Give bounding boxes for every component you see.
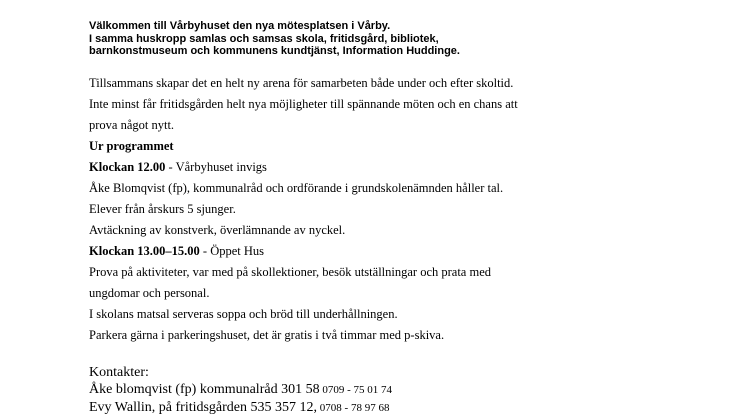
intro-line-1: Välkommen till Vårbyhuset den nya mötesplatsen i Vårby. xyxy=(89,20,391,32)
event-1-time: Klockan 12.00 xyxy=(89,159,166,174)
contact-1 xyxy=(89,381,709,399)
intro-block xyxy=(89,20,709,58)
event-2-line-3: I skolans matsal serveras soppa och bröd till underhållningen. xyxy=(89,306,398,321)
program-heading: Ur programmet xyxy=(89,138,174,153)
event-2-line-1: Prova på aktiviteter, var med på skollektioner, besök utställningar och prata med xyxy=(89,264,492,279)
paragraph-3: prova något nytt. xyxy=(89,117,175,132)
contact-2-mobile: 0708 - 78 97 68 xyxy=(317,401,390,414)
intro-line-2: I samma huskropp samlas och samsas skola, fritidsgård, bibliotek, xyxy=(89,32,439,45)
contact-1-main: Åke blomqvist (fp) kommunalråd 301 58 xyxy=(89,381,320,397)
contact-2-main: Evy Wallin, på fritidsgården 535 357 12, xyxy=(89,399,318,415)
contact-1-mobile: 0709 - 75 01 74 xyxy=(319,383,392,396)
event-2-line-2: ungdomar och personal. xyxy=(89,285,210,300)
intro-line-3: barnkonstmuseum och kommunens kundtjänst, Information Huddinge. xyxy=(89,45,460,57)
contact-2 xyxy=(89,399,709,417)
event-2-title: - Öppet Hus xyxy=(199,243,265,258)
body-text xyxy=(89,73,709,346)
paragraph-2: Inte minst får fritidsgården helt nya möjligheter till spännande möten och en chans att xyxy=(89,96,518,111)
event-1-heading xyxy=(89,157,709,178)
event-2-heading xyxy=(89,241,709,262)
event-1-title: - Vårbyhuset invigs xyxy=(165,159,267,174)
contacts-heading: Kontakter: xyxy=(89,364,149,380)
document-page xyxy=(89,20,709,417)
paragraph-1: Tillsammans skapar det en helt ny arena för samarbeten både under och efter skoltid. xyxy=(89,75,514,90)
contacts-block xyxy=(89,364,709,417)
event-2-time: Klockan 13.00–15.00 xyxy=(89,243,200,258)
event-1-line-3: Avtäckning av konstverk, överlämnande av nyckel. xyxy=(89,222,346,237)
event-1-line-2: Elever från årskurs 5 sjunger. xyxy=(89,201,236,216)
event-1-line-1: Åke Blomqvist (fp), kommunalråd och ordförande i grundskolenämnden håller tal. xyxy=(89,180,504,195)
event-2-line-4: Parkera gärna i parkeringshuset, det är gratis i två timmar med p-skiva. xyxy=(89,327,445,342)
